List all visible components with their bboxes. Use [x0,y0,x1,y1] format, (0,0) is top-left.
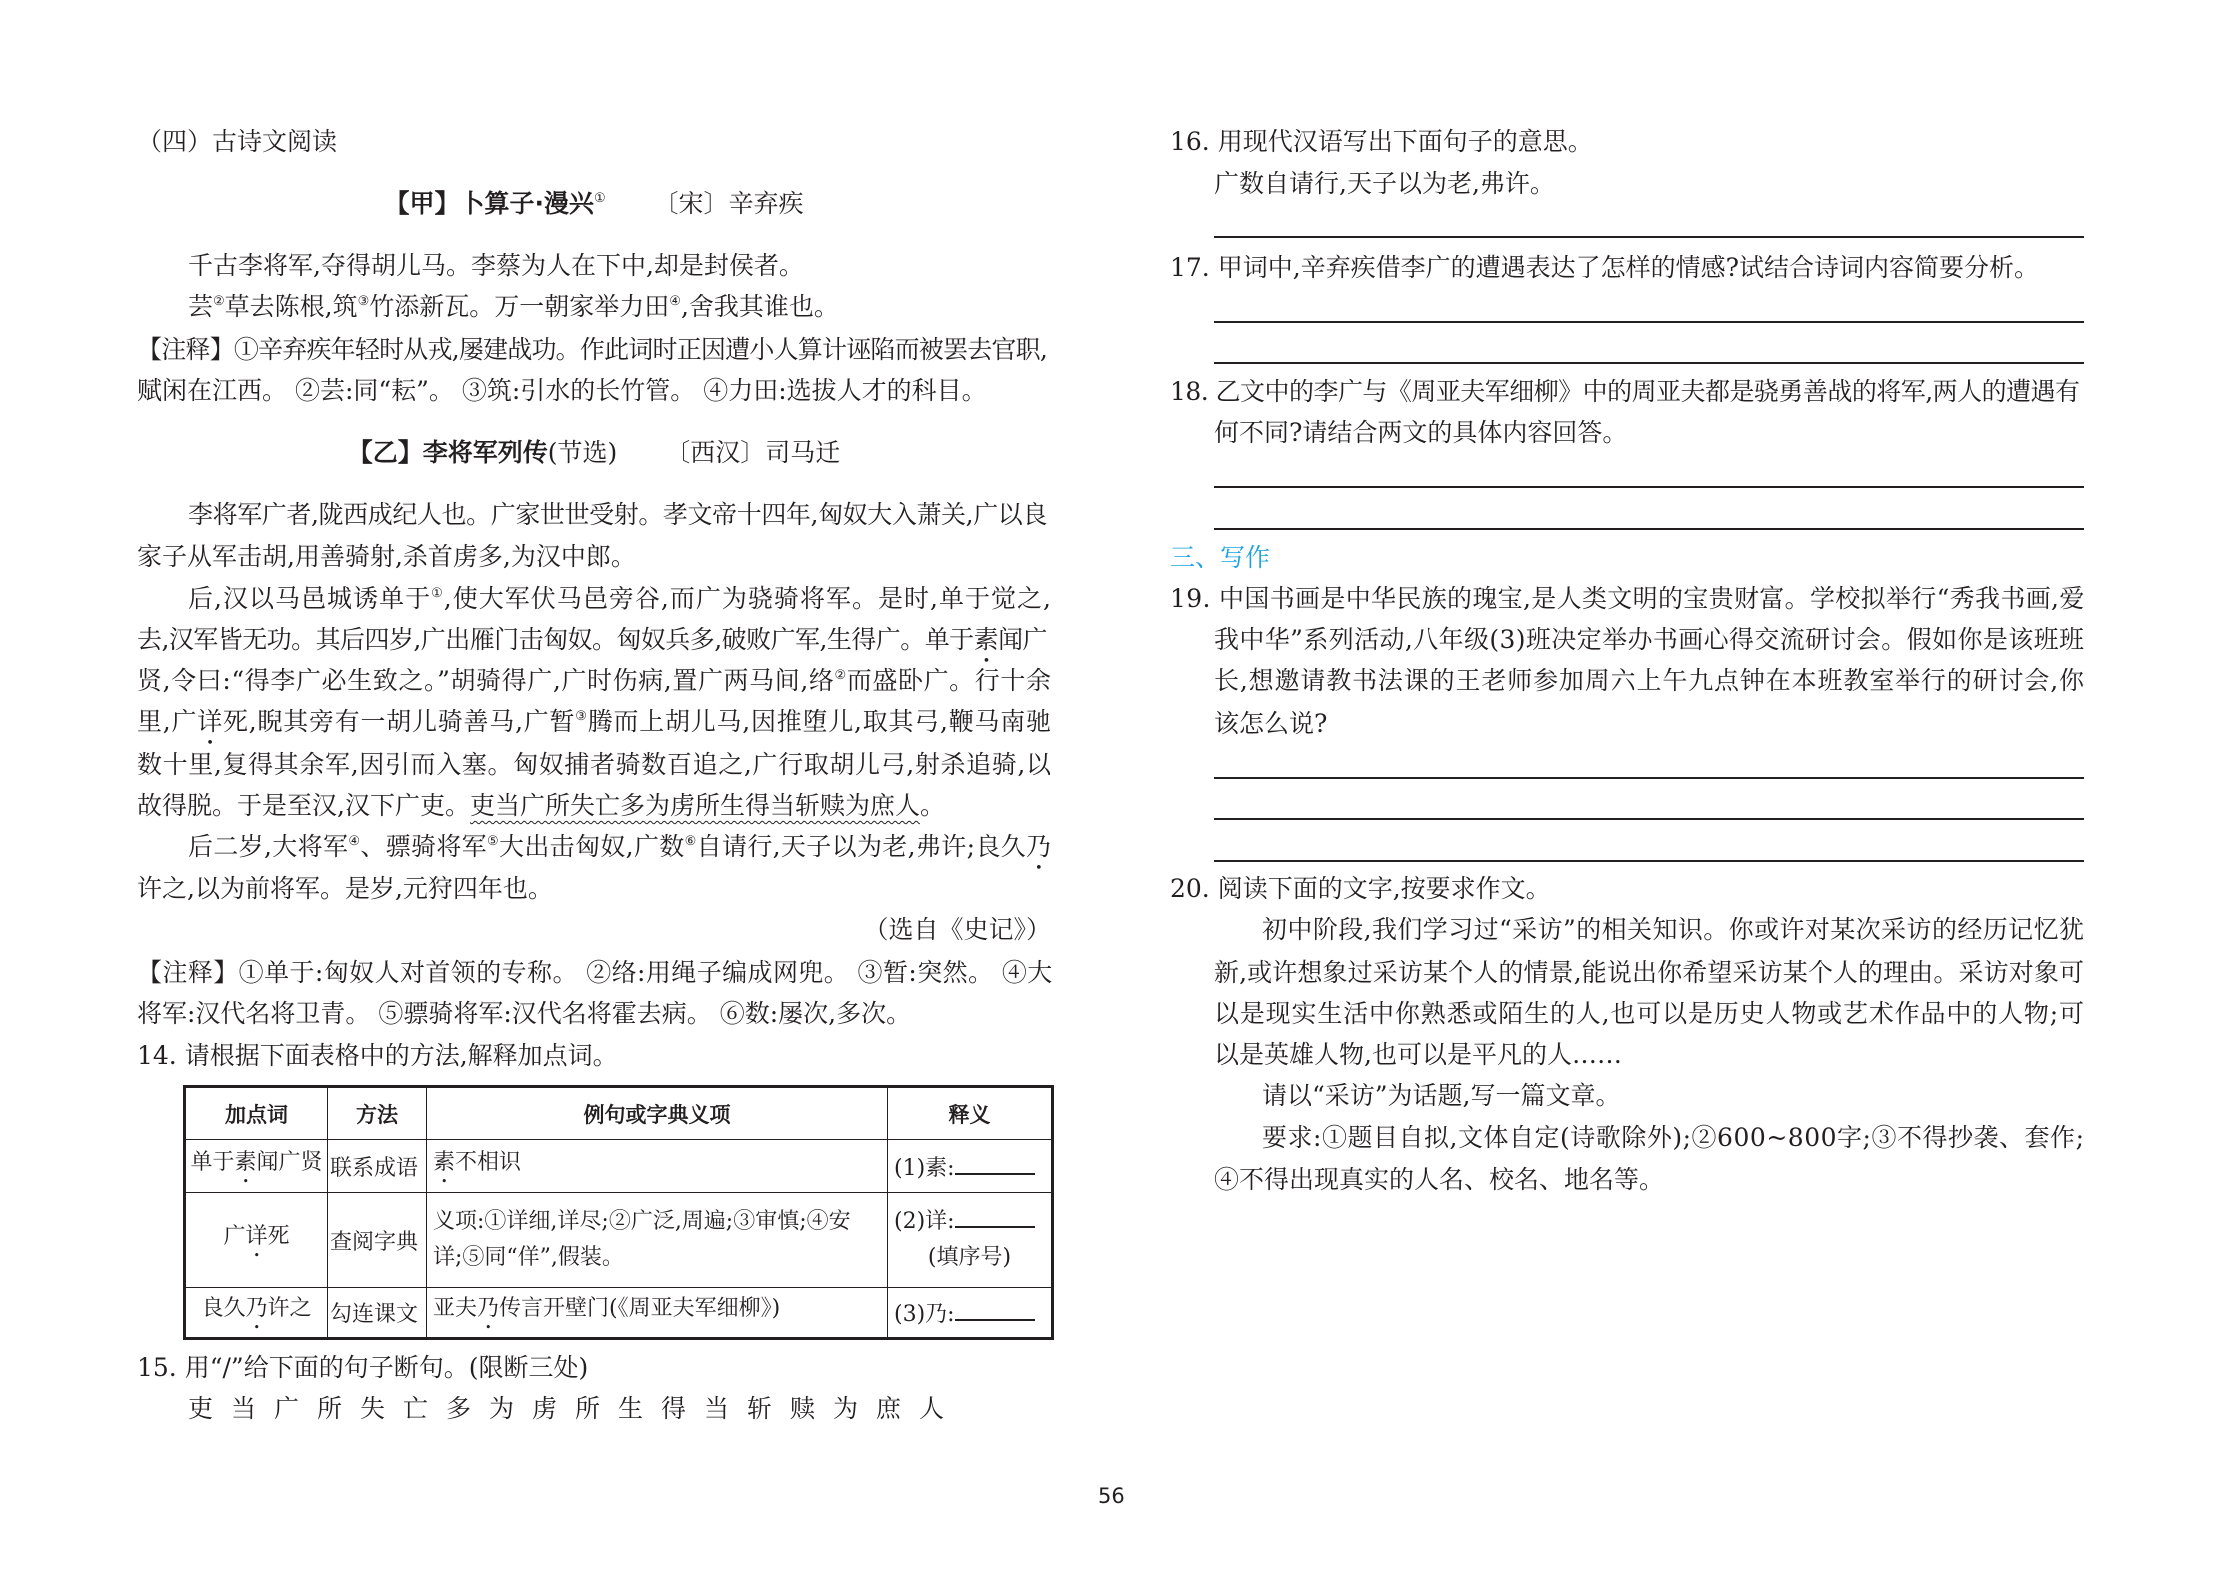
text: 腾而上胡儿马,因推堕儿,取其弓,鞭马南驰 [587,707,1052,736]
word-cell [185,1288,328,1339]
note-mark: ④ [669,294,681,309]
text: 详;⑤同“佯”,假装。 [433,1245,624,1270]
question-19: 该怎么说? [1214,709,1328,738]
table-header-row [185,1087,1053,1140]
dotted-word: 乃 [477,1296,500,1321]
example-cell [427,1140,888,1193]
text-b-sub: (节选) [547,438,618,467]
text: 。 [919,791,945,820]
text: 自请行,天子以为老,弗许;良久 [696,832,1026,861]
answer-blank[interactable] [955,1299,1035,1321]
text: 竹添新瓦。万一朝家举力田 [369,292,670,321]
notes-b: 将军:汉代名将卫青。 ⑤骠骑将军:汉代名将霍去病。 ⑥数:屡次,多次。 [137,999,912,1028]
text-b-line [188,582,1051,616]
poem-a-line [188,290,1051,324]
table-row [185,1140,1053,1193]
text: 闻广 [998,625,1047,654]
header-cell: 例句或字典义项 [427,1087,888,1140]
poem-a-label: 【甲】卜算子·漫兴 [384,189,594,218]
text: 闻广贤 [256,1149,323,1175]
source-citation: （选自《史记》） [863,915,1051,944]
method-cell: 联系成语 [328,1140,427,1193]
section-title: （四）古诗文阅读 [137,127,338,156]
text: 良久 [201,1296,246,1321]
text: 广 [223,1223,246,1249]
text-b-title [137,436,1051,470]
answer-line[interactable] [1214,528,2084,530]
text-b-label: 【乙】李将军列传 [347,438,548,467]
method-cell: 查阅字典 [328,1193,427,1288]
text: 草去陈根,筑 [224,292,358,321]
answer-line[interactable] [1214,777,2084,779]
table-row [185,1288,1053,1339]
text: 去,汉军皆无功。其后四岁,广出雁门击匈奴。匈奴兵多,破败广军,生得广。单于 [137,625,974,654]
text-b-line [137,705,1051,751]
notes-a: 【注释】①辛弃疾年轻时从戎,屡建战功。作此词时正因遭小人算计诬陷而被罢去官职, [137,335,1047,364]
question-16: 16. 用现代汉语写出下面句子的意思。 [1170,127,1593,156]
answer-line[interactable] [1214,860,2084,862]
text: 、骠骑将军 [360,832,487,861]
text: 故得脱。于是至汉,汉下广吏。 [137,791,470,820]
q15-sentence: 吏当广所失亡多为虏所生得当斩赎为庶人 [188,1394,963,1423]
example-cell [427,1288,888,1339]
text: ,使大军伏马邑旁谷,而广为骁骑将军。是时,单于觉之, [443,584,1053,613]
text: 亚夫 [433,1296,478,1321]
header-cell: 释义 [888,1087,1053,1140]
dotted-word: 素 [973,625,999,654]
text: 芸 [188,292,214,321]
text-b-line [137,623,1051,669]
wavy-underlined-sentence: 吏当广所失亡多为虏所生得当斩赎为庶人 [469,791,920,820]
poem-a-line: 千古李将军,夺得胡儿马。李蔡为人在下中,却是封侯者。 [188,251,804,280]
note-mark: ② [834,668,847,683]
text: ,舍我其谁也。 [680,292,839,321]
text-b-line: 李将军广者,陇西成纪人也。广家世世受射。孝文帝十四年,匈奴大入萧关,广以良 [188,500,1048,529]
answer-cell [888,1140,1053,1193]
text: 不相识 [455,1149,522,1175]
q20-prompt: 新,或许想象过采访某个人的情景,能说出你希望采访某个人的理由。采访对象可 [1214,958,2085,987]
text-b-author: 〔西汉〕司马迁 [665,438,841,467]
text: 里,广 [137,707,198,736]
page-number: 56 [1098,1484,1125,1508]
header-cell: 加点词 [185,1087,328,1140]
word-cell [185,1140,328,1193]
q20-prompt: 请以“采访”为话题,写一篇文章。 [1262,1081,1621,1110]
question-19: 19. 中国书画是中华民族的瑰宝,是人类文明的宝贵财富。学校拟举行“秀我书画,爱 [1170,584,2085,613]
text-b-line [137,664,1051,698]
dotted-word: 素 [433,1149,456,1175]
dotted-word: 详 [245,1223,268,1249]
note-mark: ② [213,294,225,309]
dotted-word: 乃 [245,1296,268,1321]
q20-prompt: 初中阶段,我们学习过“采访”的相关知识。你或许对某次采访的经历记忆犹 [1262,915,2085,944]
question-18: 何不同?请结合两文的具体内容回答。 [1214,418,1628,447]
text-b-line: 许之,以为前将军。是岁,元狩四年也。 [137,874,553,903]
example-cell [427,1193,888,1288]
answer-label: (3)乃: [894,1302,955,1327]
poem-a-title [137,187,1051,221]
q14-table [183,1085,1054,1340]
note-mark: ① [431,586,444,601]
question-17: 17. 甲词中,辛弃疾借李广的遭遇表达了怎样的情感?试结合诗词内容简要分析。 [1170,253,2040,282]
answer-cell [888,1193,1053,1288]
note-mark: ① [593,191,606,206]
text: 大出击匈奴,广数 [499,832,685,861]
question-20: 20. 阅读下面的文字,按要求作文。 [1170,874,1551,903]
answer-note: (填序号) [927,1245,1012,1270]
text: 单于 [190,1149,235,1175]
question-19: 长,想邀请教书法课的王老师参加周六上午九点钟在本班教室举行的研讨会,你 [1214,666,2085,695]
text: 许之 [267,1296,312,1321]
question-19: 我中华”系列活动,八年级(3)班决定举办书画心得交流研讨会。假如你是该班班 [1214,625,2085,654]
table-row [185,1193,1053,1288]
answer-label: (1)素: [894,1155,955,1181]
text: 传言开壁门(《周亚夫军细柳》) [499,1296,781,1321]
poem-a-author: 〔宋〕辛弃疾 [653,189,804,218]
dotted-word: 素 [234,1149,257,1175]
note-mark: ⑤ [487,834,499,849]
text: 死 [267,1223,290,1249]
dotted-word: 乃 [1026,832,1052,861]
answer-label: (2)详: [894,1209,955,1234]
method-cell: 勾连课文 [328,1288,427,1339]
answer-line[interactable] [1214,236,2084,238]
text: 后,汉以马邑城诱单于 [188,584,432,613]
text-b-line [137,789,1051,823]
note-mark: ⑥ [684,834,697,849]
text: 死,睨其旁有一胡儿骑善马,广暂 [223,707,576,736]
word-cell [185,1193,328,1288]
answer-cell [888,1288,1053,1339]
question-15: 15. 用“/”给下面的句子断句。(限断三处) [137,1353,589,1382]
answer-blank[interactable] [955,1206,1035,1228]
header-cell: 方法 [328,1087,427,1140]
note-mark: ③ [357,294,370,309]
text: 义项:①详细,详尽;②广泛,周遍;③审慎;④安 [433,1209,851,1234]
dotted-word: 详 [197,707,223,736]
text-b-line: 家子从军击胡,用善骑射,杀首虏多,为汉中郎。 [137,542,636,571]
note-mark: ③ [575,709,588,724]
q20-prompt: 以是英雄人物,也可以是平凡的人…… [1214,1040,1622,1069]
question-18: 18. 乙文中的李广与《周亚夫军细柳》中的周亚夫都是骁勇善战的将军,两人的遭遇有 [1170,377,2080,406]
answer-blank[interactable] [955,1153,1035,1175]
notes-a: 赋闲在江西。 ②芸:同“耘”。 ③筑:引水的长竹管。 ④力田:选拔人才的科目。 [137,376,987,405]
q20-prompt: 以是现实生活中你熟悉或陌生的人,也可以是历史人物或艺术作品中的人物;可 [1214,999,2085,1028]
answer-line[interactable] [1214,321,2084,323]
section-writing-heading: 三、写作 [1170,543,1271,572]
q20-requirements: ④不得出现真实的人名、校名、地名等。 [1214,1165,1665,1194]
text: 而盛卧广。行十余 [846,666,1052,695]
notes-b: 【注释】①单于:匈奴人对首领的专称。 ②络:用绳子编成网兜。 ③暂:突然。 ④大 [137,958,1053,987]
text: 贤,令曰:“得李广必生致之。”胡骑得广,广时伤病,置广两马间,络 [137,666,835,695]
note-mark: ④ [348,834,361,849]
text-b-line: 数十里,复得其余军,因引而入塞。匈奴捕者骑数百追之,广行取胡儿弓,射杀追骑,以 [137,750,1052,779]
q20-requirements: 要求:①题目自拟,文体自定(诗歌除外);②600~800字;③不得抄袭、套作; [1262,1123,2085,1152]
answer-line[interactable] [1214,486,2084,488]
answer-line[interactable] [1214,362,2084,364]
text: 后二岁,大将军 [188,832,349,861]
q16-sentence: 广数自请行,天子以为老,弗许。 [1214,169,1555,198]
answer-line[interactable] [1214,818,2084,820]
text-b-line [188,830,1051,876]
question-14: 14. 请根据下面表格中的方法,解释加点词。 [137,1041,618,1070]
